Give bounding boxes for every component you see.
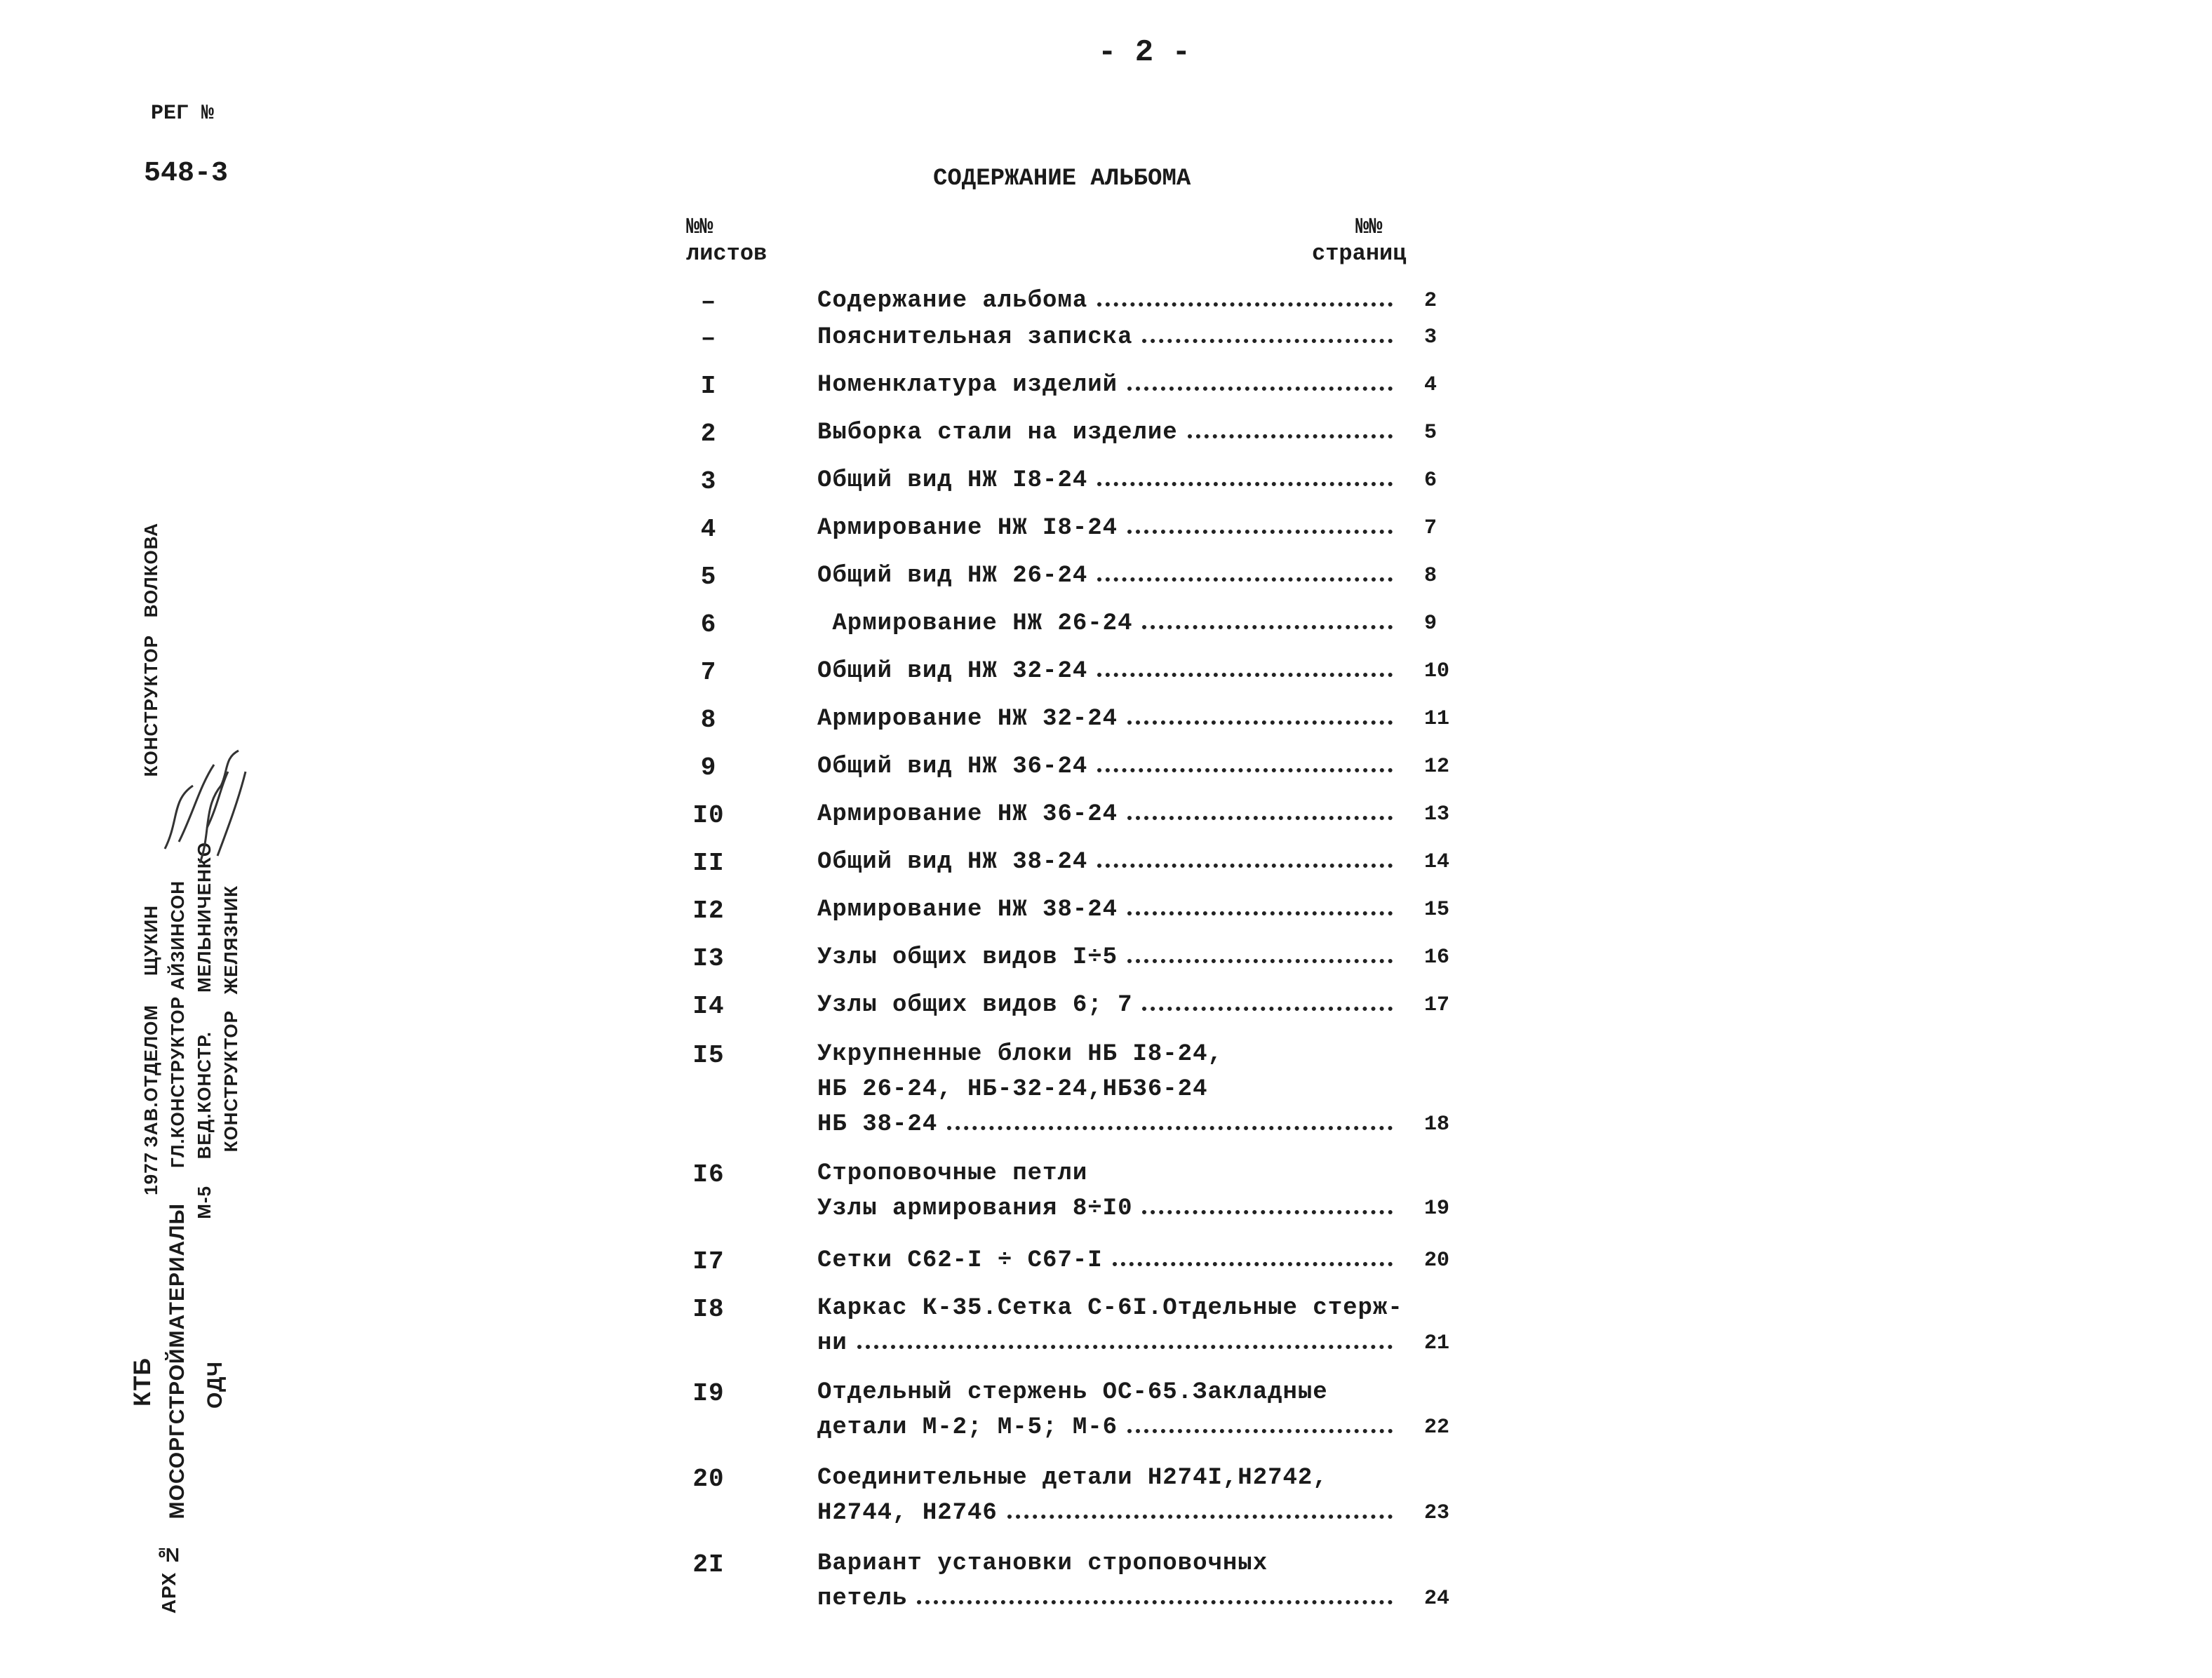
- pages-label: страниц: [1312, 241, 1407, 267]
- entry-title: Общий вид НЖ I8-24: [817, 467, 1088, 494]
- dot-leader: [1142, 1210, 1393, 1214]
- entry-title: Армирование НЖ 36-24: [817, 801, 1118, 828]
- sheets-no-label: №№: [686, 214, 713, 240]
- sheet-number: I7: [692, 1247, 725, 1276]
- sheet-number: I8: [692, 1295, 725, 1324]
- sheet-number: I4: [692, 992, 725, 1021]
- sheet-number: 8: [700, 706, 717, 734]
- page-ref: 21: [1424, 1331, 1450, 1355]
- entry-title: Вариант установки строповочных: [817, 1550, 1268, 1577]
- entry-title: Содержание альбома: [817, 288, 1088, 314]
- entry-line: [817, 1076, 1400, 1103]
- dot-leader: [1127, 959, 1393, 963]
- entry-title: Н2744, Н2746: [817, 1500, 998, 1526]
- stamp-sheet: М-5: [194, 1186, 215, 1219]
- entry-title: Соединительные детали Н274I,Н2742,: [817, 1465, 1328, 1491]
- page-ref: 2: [1424, 289, 1437, 313]
- entry-line: [817, 1295, 1403, 1322]
- entry-title: Узлы общих видов 6; 7: [817, 992, 1133, 1019]
- dot-leader: [1127, 816, 1393, 820]
- entry-line: [817, 515, 1400, 542]
- entry-line: [817, 1247, 1400, 1274]
- signature-melnichenko: [189, 744, 253, 870]
- entry-line: [817, 467, 1400, 494]
- dot-leader: [1127, 387, 1393, 391]
- dot-leader: [1188, 434, 1393, 438]
- stamp-name: ЖЕЛЯЗНИК: [220, 885, 241, 995]
- entry-line: [817, 897, 1400, 923]
- page-ref: 16: [1424, 946, 1450, 969]
- entry-line: [817, 944, 1400, 971]
- entry-title: Армирование НЖ 38-24: [817, 897, 1118, 923]
- entry-title: Сетки С62-I ÷ С67-I: [817, 1247, 1103, 1274]
- dot-leader: [1127, 911, 1393, 915]
- page-ref: 14: [1424, 850, 1450, 874]
- stamp-org-name: МОСОРГСТРОЙМАТЕРИАЛЫ: [166, 1203, 189, 1519]
- page-ref: 10: [1424, 659, 1450, 683]
- sheet-number: 9: [700, 753, 717, 782]
- stamp-org-ktb: КТБ: [129, 1357, 156, 1407]
- stamp-name: МЕЛЬНИЧЕНКО: [194, 842, 215, 993]
- page-ref: 12: [1424, 755, 1450, 779]
- entry-line: [817, 1111, 1400, 1138]
- page-ref: 4: [1424, 373, 1437, 397]
- sheets-label: листов: [686, 241, 768, 267]
- page-ref: 13: [1424, 803, 1450, 826]
- page-ref: 24: [1424, 1587, 1450, 1611]
- registration-number: 548-3: [144, 158, 229, 189]
- entry-line: [817, 658, 1400, 685]
- page-number: - 2 -: [1098, 35, 1191, 70]
- entry-title: Общий вид НЖ 38-24: [817, 849, 1088, 875]
- page-ref: 22: [1424, 1416, 1450, 1439]
- stamp-role: ГЛ.КОНСТРУКТОР: [167, 996, 188, 1168]
- entry-title: НБ 26-24, НБ-32-24,НБ36-24: [817, 1076, 1208, 1103]
- page-title: СОДЕРЖАНИЕ АЛЬБОМА: [933, 166, 1191, 192]
- stamp-dept: ОДЧ: [203, 1361, 227, 1409]
- dot-leader: [1142, 339, 1393, 343]
- page-ref: 11: [1424, 707, 1450, 731]
- stamp-name: ВОЛКОВА: [140, 523, 161, 618]
- entry-line: [817, 1041, 1400, 1068]
- entry-line: [817, 753, 1400, 780]
- page-ref: 6: [1424, 469, 1437, 492]
- dot-leader: [1142, 625, 1393, 629]
- entry-line: [817, 1550, 1400, 1577]
- entry-title: ни: [817, 1330, 847, 1357]
- entry-title: Узлы армирования 8÷I0: [817, 1195, 1133, 1222]
- entry-line: [817, 420, 1400, 446]
- sheet-number: I3: [692, 944, 725, 973]
- dot-leader: [1127, 530, 1393, 534]
- page-ref: 9: [1424, 612, 1437, 636]
- entry-title: Каркас К-35.Сетка С-6I.Отдельные стерж-: [817, 1295, 1403, 1322]
- entry-line: [817, 849, 1400, 875]
- dot-leader: [1127, 720, 1393, 725]
- page-ref: 15: [1424, 898, 1450, 922]
- entry-line: [817, 372, 1400, 398]
- archive-label: АРХ №: [158, 1543, 180, 1614]
- dot-leader: [1127, 1429, 1393, 1433]
- entry-line: [817, 1160, 1400, 1187]
- stamp-role: КОНСТРУКТОР: [220, 1010, 241, 1153]
- page-ref: 8: [1424, 564, 1437, 588]
- entry-line: [817, 992, 1400, 1019]
- page-ref: 17: [1424, 993, 1450, 1017]
- sheet-number: I5: [692, 1041, 725, 1070]
- pages-column-header: [1312, 214, 1406, 267]
- sheet-number: 4: [700, 515, 717, 544]
- page-ref: 23: [1424, 1501, 1450, 1525]
- page-ref: 18: [1424, 1113, 1450, 1136]
- sheet-number: 7: [700, 658, 717, 687]
- entry-line: [817, 1414, 1400, 1441]
- stamp-name: ЩУКИН: [140, 905, 161, 976]
- sheet-number: 2: [700, 420, 717, 448]
- registration-label: РЕГ №: [151, 102, 215, 126]
- dot-leader: [1097, 482, 1393, 486]
- entry-line: [817, 288, 1400, 314]
- sheet-number: 2I: [692, 1550, 725, 1579]
- sheet-number: I: [700, 372, 717, 401]
- entry-title: Номенклатура изделий: [817, 372, 1118, 398]
- dot-leader: [1097, 577, 1393, 582]
- entry-line: [817, 1465, 1400, 1491]
- sheet-number: –: [700, 324, 717, 353]
- dot-leader: [857, 1345, 1393, 1349]
- entry-title: петель: [817, 1585, 908, 1612]
- entry-title: Общий вид НЖ 36-24: [817, 753, 1088, 780]
- dot-leader: [1097, 302, 1393, 307]
- dot-leader: [1097, 768, 1393, 772]
- stamp-role: ЗАВ.ОТДЕЛОМ: [140, 1005, 161, 1148]
- stamp-role: ВЕД.КОНСТР.: [194, 1031, 215, 1160]
- page-ref: 7: [1424, 516, 1437, 540]
- page-ref: 3: [1424, 325, 1437, 349]
- entry-line: [817, 801, 1400, 828]
- entry-line: [817, 1500, 1400, 1526]
- sheet-number: 20: [692, 1465, 725, 1494]
- entry-title: Выборка стали на изделие: [817, 420, 1178, 446]
- sheet-number: II: [692, 849, 725, 878]
- entry-title: Отдельный стержень ОС-65.Закладные: [817, 1379, 1328, 1406]
- sheet-number: 6: [700, 610, 717, 639]
- entry-line: [817, 1585, 1400, 1612]
- entry-line: [817, 1195, 1400, 1222]
- entry-line: [817, 563, 1400, 589]
- sheet-number: –: [700, 288, 717, 316]
- entry-title: Общий вид НЖ 32-24: [817, 658, 1088, 685]
- entry-title: Армирование НЖ 26-24: [817, 610, 1133, 637]
- stamp-year: 1977: [140, 1152, 161, 1195]
- entry-line: [817, 324, 1400, 351]
- entry-title: Общий вид НЖ 26-24: [817, 563, 1088, 589]
- sheet-number: I2: [692, 897, 725, 925]
- page-ref: 20: [1424, 1249, 1450, 1273]
- sheet-number: 3: [700, 467, 717, 496]
- entry-title: Узлы общих видов I÷5: [817, 944, 1118, 971]
- page-ref: 5: [1424, 421, 1437, 445]
- entry-line: [817, 706, 1400, 732]
- entry-title: Армирование НЖ I8-24: [817, 515, 1118, 542]
- page-ref: 19: [1424, 1197, 1450, 1221]
- entry-title: Армирование НЖ 32-24: [817, 706, 1118, 732]
- entry-line: [817, 610, 1400, 637]
- dot-leader: [1007, 1515, 1393, 1519]
- dot-leader: [1113, 1262, 1393, 1266]
- sheets-column-header: [686, 214, 767, 267]
- dot-leader: [1097, 864, 1393, 868]
- sheet-number: I6: [692, 1160, 725, 1189]
- entry-title: НБ 38-24: [817, 1111, 938, 1138]
- pages-no-label: №№: [1355, 214, 1383, 240]
- dot-leader: [947, 1126, 1393, 1130]
- stamp-name: АЙЗИНСОН: [167, 880, 188, 991]
- dot-leader: [917, 1600, 1393, 1604]
- sheet-number: I9: [692, 1379, 725, 1408]
- entry-title: детали М-2; М-5; М-6: [817, 1414, 1118, 1441]
- sheet-number: 5: [700, 563, 717, 591]
- dot-leader: [1097, 673, 1393, 677]
- entry-title: Пояснительная записка: [817, 324, 1133, 351]
- sheet-number: I0: [692, 801, 725, 830]
- entry-title: Укрупненные блоки НБ I8-24,: [817, 1041, 1223, 1068]
- stamp-role: КОНСТРУКТОР: [140, 635, 161, 777]
- entry-line: [817, 1330, 1400, 1357]
- entry-line: [817, 1379, 1400, 1406]
- entry-title: Строповочные петли: [817, 1160, 1088, 1187]
- dot-leader: [1142, 1007, 1393, 1011]
